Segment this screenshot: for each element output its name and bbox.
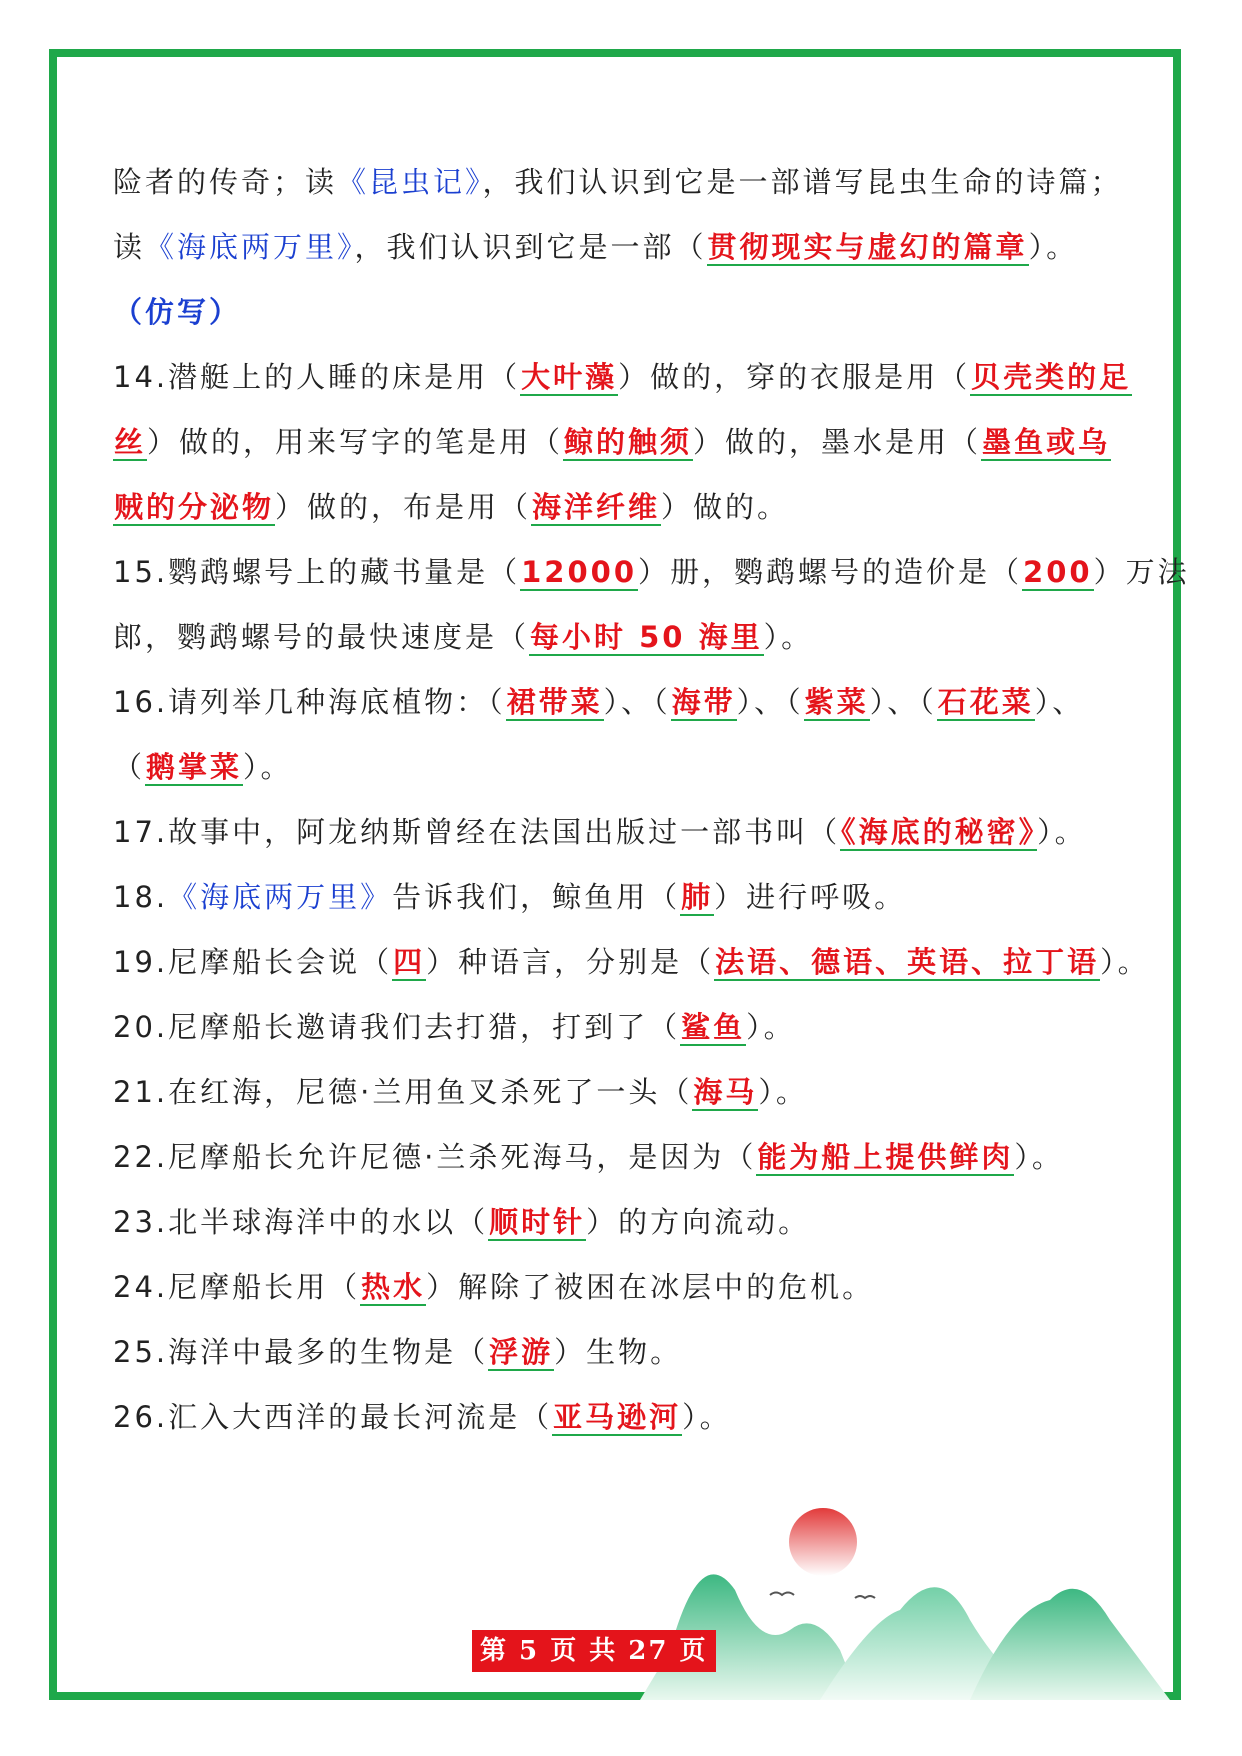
question-text: ）、: [1034, 685, 1085, 719]
answer-text: 贼的分泌物: [114, 490, 275, 524]
answer-text: 贝壳类的足: [971, 360, 1132, 394]
text-line: [113, 605, 1133, 670]
question-text: ）。: [1028, 230, 1079, 264]
answer-text: 肺: [681, 880, 714, 914]
question-text: ）。: [1014, 1140, 1064, 1174]
question-text: 21.在红海，尼德·兰用鱼叉杀死了一头（: [113, 1075, 693, 1109]
question-text: 16.请列举几种海底植物：（: [113, 685, 506, 719]
answer-text: 丝: [114, 425, 147, 459]
text-line: [113, 930, 1150, 995]
question-text: ）的方向流动。: [586, 1205, 811, 1239]
book-title-text: （仿写）: [113, 295, 242, 329]
question-text: ）做的，穿的衣服是用（: [618, 360, 971, 394]
text-line: [113, 995, 1133, 1060]
question-text: ）做的。: [661, 490, 790, 524]
answer-text: 鹅掌菜: [146, 750, 243, 784]
answer-text: 能为船上提供鲜肉: [757, 1140, 1014, 1174]
answer-text: 鲸的触须: [564, 425, 693, 459]
text-line: [113, 345, 1133, 410]
question-text: ）。: [746, 1010, 796, 1044]
book-title-text: 《昆虫记》: [337, 165, 483, 199]
text-line: [113, 540, 1190, 605]
question-text: 23.北半球海洋中的水以（: [113, 1205, 489, 1239]
question-text: 读: [113, 230, 146, 264]
answer-text: 大叶藻: [521, 360, 618, 394]
text-line: [113, 410, 1133, 475]
document-body: [113, 150, 1190, 1450]
answer-text: 《海底的秘密》: [841, 815, 1037, 849]
question-text: ）。: [763, 620, 814, 654]
question-text: 19.尼摩船长会说（: [113, 945, 393, 979]
answer-text: 12000: [521, 555, 638, 589]
answer-text: 浮游: [489, 1335, 554, 1369]
question-text: ）、（: [603, 685, 671, 719]
question-text: 26.汇入大西洋的最长河流是（: [113, 1400, 553, 1434]
answer-text: 200: [1023, 555, 1093, 589]
question-text: 险者的传奇；读: [113, 165, 338, 199]
question-text: ）。: [758, 1075, 808, 1109]
text-line: [113, 1320, 1133, 1385]
text-line: [113, 1060, 1133, 1125]
question-text: 24.尼摩船长用（: [113, 1270, 361, 1304]
question-text: 14.潜艇上的人睡的床是用（: [113, 360, 521, 394]
question-text: ）册，鹦鹉螺号的造价是（: [638, 555, 1023, 589]
answer-text: 法语、德语、英语、拉丁语: [715, 945, 1100, 979]
question-text: 20.尼摩船长邀请我们去打猎，打到了（: [113, 1010, 681, 1044]
question-text: 22.尼摩船长允许尼德·兰杀死海马，是因为（: [113, 1140, 757, 1174]
answer-text: 石花菜: [937, 685, 1034, 719]
question-text: ）、（: [869, 685, 937, 719]
landscape-illustration: [640, 1500, 1180, 1700]
text-line: [113, 1125, 1133, 1190]
text-line: [113, 1190, 1133, 1255]
question-text: 18.: [113, 880, 169, 914]
question-text: ，我们认识到它是一部（: [354, 230, 707, 264]
question-text: ）万法: [1093, 555, 1190, 589]
text-line: [113, 735, 1133, 800]
text-line: [113, 475, 1133, 540]
book-title-text: 《海底两万里》: [145, 230, 355, 264]
question-text: 15.鹦鹉螺号上的藏书量是（: [113, 555, 521, 589]
answer-text: 每小时 50 海里: [530, 620, 763, 654]
question-text: ，我们认识到它是一部谱写昆虫生命的诗篇；: [482, 165, 1123, 199]
question-text: ）种语言，分别是（: [426, 945, 715, 979]
question-text: 告诉我们，鲸鱼用（: [392, 880, 681, 914]
question-text: ）做的，布是用（: [275, 490, 532, 524]
answer-text: 贯彻现实与虚幻的篇章: [707, 230, 1028, 264]
book-title-text: 《海底两万里》: [168, 880, 393, 914]
text-line: [113, 1255, 1133, 1320]
answer-text: 亚马逊河: [553, 1400, 682, 1434]
question-text: ）。: [1100, 945, 1150, 979]
text-line: [113, 865, 1133, 930]
text-line: [113, 150, 1133, 215]
answer-text: 四: [393, 945, 426, 979]
question-text: ）做的，墨水是用（: [693, 425, 982, 459]
answer-text: 海洋纤维: [532, 490, 661, 524]
question-text: 17.故事中，阿龙纳斯曾经在法国出版过一部书叫（: [113, 815, 841, 849]
question-text: 25.海洋中最多的生物是（: [113, 1335, 489, 1369]
text-line: [113, 280, 1133, 345]
question-text: ）。: [682, 1400, 732, 1434]
text-line: [113, 215, 1133, 280]
question-text: ）做的，用来写字的笔是用（: [147, 425, 564, 459]
answer-text: 热水: [361, 1270, 426, 1304]
text-line: [113, 1385, 1133, 1450]
question-text: 郎，鹦鹉螺号的最快速度是（: [113, 620, 530, 654]
answer-text: 海带: [671, 685, 736, 719]
question-text: ）生物。: [554, 1335, 683, 1369]
question-text: ）解除了被困在冰层中的危机。: [426, 1270, 875, 1304]
question-text: ）。: [1037, 815, 1087, 849]
answer-text: 海马: [693, 1075, 758, 1109]
answer-text: 顺时针: [489, 1205, 586, 1239]
text-line: [113, 800, 1133, 865]
question-text: （: [113, 750, 146, 784]
answer-text: 鲨鱼: [681, 1010, 746, 1044]
question-text: ）、（: [736, 685, 804, 719]
page-number-label: 第 5 页 共 27 页: [472, 1630, 716, 1672]
mountain-sun-icon: [640, 1500, 1180, 1700]
answer-text: 墨鱼或乌: [982, 425, 1111, 459]
answer-text: 裙带菜: [506, 685, 603, 719]
question-text: ）进行呼吸。: [714, 880, 907, 914]
question-text: ）。: [243, 750, 293, 784]
text-line: [113, 670, 1133, 735]
answer-text: 紫菜: [804, 685, 869, 719]
